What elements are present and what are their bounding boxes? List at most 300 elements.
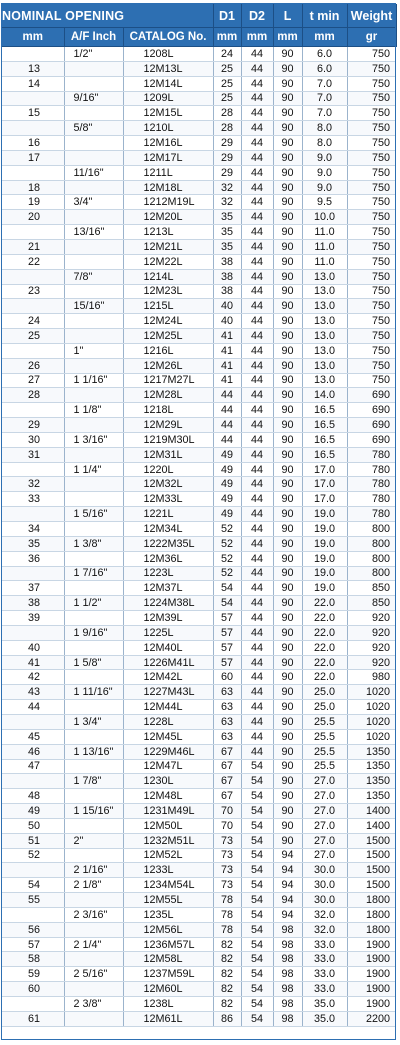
table-row: [2, 47, 396, 62]
cell-mm: 46: [2, 744, 64, 759]
cell-catalog-no: 1219M30L: [123, 432, 213, 447]
cell-mm: 37: [2, 581, 64, 596]
cell-d2: 44: [241, 581, 273, 596]
cell-l: 90: [273, 759, 302, 774]
cell-l: 90: [273, 670, 302, 685]
cell-mm: 26: [2, 358, 64, 373]
cell-tmin: 22.0: [302, 596, 347, 611]
cell-mm: 59: [2, 967, 64, 982]
table-row: [2, 403, 396, 418]
table-row: [2, 744, 396, 759]
cell-weight: 780: [347, 462, 396, 477]
cell-af-inch: [64, 136, 123, 151]
table-row: [2, 759, 396, 774]
cell-d2: 44: [241, 106, 273, 121]
cell-af-inch: [64, 76, 123, 91]
cell-d2: 44: [241, 418, 273, 433]
cell-tmin: 25.0: [302, 685, 347, 700]
cell-d2: 44: [241, 284, 273, 299]
cell-weight: 1500: [347, 848, 396, 863]
cell-tmin: 13.0: [302, 358, 347, 373]
table-row: [2, 611, 396, 626]
cell-af-inch: [64, 522, 123, 537]
cell-d2: 44: [241, 210, 273, 225]
cell-d1: 73: [213, 848, 241, 863]
cell-l: 98: [273, 922, 302, 937]
table-row: [2, 907, 396, 922]
table-row: [2, 418, 396, 433]
cell-weight: 1900: [347, 997, 396, 1012]
cell-mm: 25: [2, 329, 64, 344]
cell-tmin: 11.0: [302, 254, 347, 269]
table-row: [2, 522, 396, 537]
cell-d1: 78: [213, 907, 241, 922]
cell-d2: 44: [241, 373, 273, 388]
cell-d1: 40: [213, 314, 241, 329]
table-row: [2, 536, 396, 551]
cell-mm: [2, 47, 64, 62]
table-row: [2, 329, 396, 344]
cell-d1: 82: [213, 937, 241, 952]
cell-mm: 27: [2, 373, 64, 388]
cell-d1: 41: [213, 343, 241, 358]
cell-af-inch: [64, 180, 123, 195]
cell-weight: 1500: [347, 863, 396, 878]
cell-catalog-no: 1223L: [123, 566, 213, 581]
cell-af-inch: [64, 492, 123, 507]
cell-af-inch: [64, 106, 123, 121]
cell-d1: 73: [213, 878, 241, 893]
cell-d2: 44: [241, 700, 273, 715]
cell-d2: 54: [241, 818, 273, 833]
cell-mm: [2, 269, 64, 284]
cell-l: 90: [273, 462, 302, 477]
table-row: [2, 551, 396, 566]
cell-mm: [2, 714, 64, 729]
cell-tmin: 13.0: [302, 284, 347, 299]
cell-weight: 1900: [347, 952, 396, 967]
cell-mm: 41: [2, 655, 64, 670]
cell-tmin: 27.0: [302, 774, 347, 789]
cell-weight: 980: [347, 670, 396, 685]
cell-l: 90: [273, 314, 302, 329]
cell-weight: 1900: [347, 937, 396, 952]
cell-l: 98: [273, 937, 302, 952]
cell-l: 94: [273, 893, 302, 908]
cell-l: 94: [273, 863, 302, 878]
cell-catalog-no: 12M34L: [123, 522, 213, 537]
cell-l: 90: [273, 492, 302, 507]
cell-d2: 54: [241, 863, 273, 878]
cell-weight: 750: [347, 284, 396, 299]
cell-d2: 44: [241, 136, 273, 151]
cell-weight: 750: [347, 121, 396, 136]
cell-tmin: 33.0: [302, 967, 347, 982]
cell-l: 98: [273, 967, 302, 982]
cell-weight: 1900: [347, 967, 396, 982]
unit-weight: gr: [347, 28, 396, 47]
cell-l: 98: [273, 997, 302, 1012]
cell-weight: 750: [347, 239, 396, 254]
table-row: [2, 804, 396, 819]
cell-weight: 1500: [347, 833, 396, 848]
cell-tmin: 35.0: [302, 1011, 347, 1026]
cell-l: 90: [273, 655, 302, 670]
cell-catalog-no: 1238L: [123, 997, 213, 1012]
cell-tmin: 27.0: [302, 789, 347, 804]
cell-l: 90: [273, 744, 302, 759]
cell-d1: 82: [213, 952, 241, 967]
cell-catalog-no: 12M48L: [123, 789, 213, 804]
cell-af-inch: [64, 329, 123, 344]
cell-d1: 49: [213, 492, 241, 507]
cell-tmin: 22.0: [302, 670, 347, 685]
cell-l: 90: [273, 210, 302, 225]
cell-mm: 56: [2, 922, 64, 937]
table-header: [2, 4, 396, 47]
table-row: [2, 314, 396, 329]
cell-af-inch: 1 15/16": [64, 804, 123, 819]
cell-mm: 28: [2, 388, 64, 403]
cell-d1: 49: [213, 447, 241, 462]
table-row: [2, 150, 396, 165]
cell-catalog-no: 1236M57L: [123, 937, 213, 952]
cell-af-inch: [64, 1011, 123, 1026]
cell-d1: 52: [213, 566, 241, 581]
cell-tmin: 16.5: [302, 432, 347, 447]
cell-weight: 800: [347, 566, 396, 581]
cell-af-inch: [64, 477, 123, 492]
cell-catalog-no: 1209L: [123, 91, 213, 106]
cell-tmin: 8.0: [302, 121, 347, 136]
cell-catalog-no: 12M13L: [123, 61, 213, 76]
table-row: [2, 343, 396, 358]
cell-mm: 61: [2, 1011, 64, 1026]
table-row: [2, 878, 396, 893]
cell-af-inch: 1 5/16": [64, 507, 123, 522]
cell-mm: [2, 403, 64, 418]
cell-weight: 750: [347, 91, 396, 106]
cell-catalog-no: 12M15L: [123, 106, 213, 121]
unit-l: mm: [273, 28, 302, 47]
cell-weight: 750: [347, 373, 396, 388]
cell-d1: 40: [213, 299, 241, 314]
cell-d2: 54: [241, 967, 273, 982]
table-row: [2, 239, 396, 254]
cell-d1: 32: [213, 180, 241, 195]
cell-af-inch: [64, 700, 123, 715]
cell-catalog-no: 1232M51L: [123, 833, 213, 848]
cell-weight: 750: [347, 61, 396, 76]
cell-d2: 54: [241, 759, 273, 774]
cell-d2: 44: [241, 714, 273, 729]
table-row: [2, 893, 396, 908]
cell-af-inch: 3/4": [64, 195, 123, 210]
cell-af-inch: 1": [64, 343, 123, 358]
cell-weight: 750: [347, 106, 396, 121]
cell-l: 94: [273, 848, 302, 863]
cell-weight: 750: [347, 165, 396, 180]
cell-l: 90: [273, 625, 302, 640]
cell-af-inch: 2 1/8": [64, 878, 123, 893]
cell-d1: 28: [213, 106, 241, 121]
cell-catalog-no: 12M28L: [123, 388, 213, 403]
cell-weight: 1400: [347, 818, 396, 833]
cell-d2: 44: [241, 611, 273, 626]
cell-d2: 54: [241, 774, 273, 789]
cell-tmin: 33.0: [302, 937, 347, 952]
cell-catalog-no: 12M36L: [123, 551, 213, 566]
cell-mm: 33: [2, 492, 64, 507]
table-row: [2, 507, 396, 522]
cell-af-inch: [64, 922, 123, 937]
cell-d1: 35: [213, 210, 241, 225]
header-l: L: [273, 4, 302, 28]
cell-catalog-no: 1227M43L: [123, 685, 213, 700]
cell-mm: 36: [2, 551, 64, 566]
cell-tmin: 19.0: [302, 536, 347, 551]
cell-l: 90: [273, 106, 302, 121]
cell-d1: 67: [213, 789, 241, 804]
table-row: [2, 195, 396, 210]
cell-weight: 1350: [347, 774, 396, 789]
cell-l: 90: [273, 403, 302, 418]
cell-d2: 44: [241, 492, 273, 507]
cell-af-inch: 7/8": [64, 269, 123, 284]
cell-l: 90: [273, 284, 302, 299]
table-row: [2, 269, 396, 284]
cell-d1: 35: [213, 225, 241, 240]
table-row: [2, 254, 396, 269]
cell-l: 98: [273, 1011, 302, 1026]
cell-d2: 54: [241, 804, 273, 819]
cell-l: 90: [273, 150, 302, 165]
cell-catalog-no: 1224M38L: [123, 596, 213, 611]
cell-catalog-no: 12M31L: [123, 447, 213, 462]
cell-tmin: 30.0: [302, 878, 347, 893]
cell-tmin: 22.0: [302, 611, 347, 626]
cell-catalog-no: 1235L: [123, 907, 213, 922]
cell-catalog-no: 12M42L: [123, 670, 213, 685]
cell-d1: 49: [213, 477, 241, 492]
cell-tmin: 25.5: [302, 729, 347, 744]
cell-d1: 57: [213, 625, 241, 640]
cell-d2: 44: [241, 61, 273, 76]
cell-weight: 780: [347, 492, 396, 507]
cell-catalog-no: 12M24L: [123, 314, 213, 329]
table-row: [2, 136, 396, 151]
cell-d2: 44: [241, 388, 273, 403]
cell-catalog-no: 12M23L: [123, 284, 213, 299]
table-row: [2, 358, 396, 373]
table-row: [2, 596, 396, 611]
cell-l: 90: [273, 269, 302, 284]
cell-weight: 750: [347, 314, 396, 329]
cell-af-inch: 5/8": [64, 121, 123, 136]
cell-mm: 60: [2, 982, 64, 997]
cell-mm: 24: [2, 314, 64, 329]
cell-af-inch: 1 11/16": [64, 685, 123, 700]
cell-l: 90: [273, 388, 302, 403]
cell-d1: 67: [213, 759, 241, 774]
cell-tmin: 22.0: [302, 625, 347, 640]
cell-catalog-no: 1216L: [123, 343, 213, 358]
unit-d1: mm: [213, 28, 241, 47]
cell-tmin: 19.0: [302, 566, 347, 581]
cell-d2: 44: [241, 477, 273, 492]
cell-d1: 60: [213, 670, 241, 685]
cell-mm: 18: [2, 180, 64, 195]
cell-l: 90: [273, 418, 302, 433]
cell-d2: 44: [241, 343, 273, 358]
cell-d1: 38: [213, 269, 241, 284]
cell-l: 90: [273, 225, 302, 240]
cell-af-inch: 1 1/8": [64, 403, 123, 418]
cell-weight: 920: [347, 655, 396, 670]
cell-l: 90: [273, 596, 302, 611]
unit-d2: mm: [241, 28, 273, 47]
cell-catalog-no: 12M39L: [123, 611, 213, 626]
cell-l: 90: [273, 774, 302, 789]
cell-l: 90: [273, 76, 302, 91]
cell-d2: 44: [241, 150, 273, 165]
cell-af-inch: 2 1/4": [64, 937, 123, 952]
header-tmin: t min: [302, 4, 347, 28]
table-row: [2, 566, 396, 581]
cell-d2: 54: [241, 937, 273, 952]
cell-d2: 44: [241, 447, 273, 462]
cell-af-inch: [64, 789, 123, 804]
cell-l: 90: [273, 507, 302, 522]
cell-mm: 30: [2, 432, 64, 447]
table-row: [2, 61, 396, 76]
cell-weight: 1900: [347, 982, 396, 997]
cell-d1: 49: [213, 507, 241, 522]
cell-d2: 44: [241, 744, 273, 759]
cell-af-inch: [64, 239, 123, 254]
cell-l: 90: [273, 640, 302, 655]
cell-catalog-no: 12M25L: [123, 329, 213, 344]
specification-table: [2, 4, 397, 1027]
cell-af-inch: 1 3/16": [64, 432, 123, 447]
cell-af-inch: 1 1/2": [64, 596, 123, 611]
cell-mm: 39: [2, 611, 64, 626]
cell-d2: 54: [241, 789, 273, 804]
cell-tmin: 7.0: [302, 106, 347, 121]
cell-l: 90: [273, 447, 302, 462]
cell-af-inch: [64, 314, 123, 329]
cell-catalog-no: 1212M19L: [123, 195, 213, 210]
cell-mm: 55: [2, 893, 64, 908]
cell-d1: 73: [213, 833, 241, 848]
cell-weight: 850: [347, 596, 396, 611]
cell-weight: 750: [347, 343, 396, 358]
cell-l: 90: [273, 522, 302, 537]
cell-d2: 54: [241, 982, 273, 997]
table-row: [2, 922, 396, 937]
cell-af-inch: [64, 848, 123, 863]
cell-catalog-no: 12M58L: [123, 952, 213, 967]
table-row: [2, 863, 396, 878]
cell-tmin: 16.5: [302, 403, 347, 418]
table-row: [2, 225, 396, 240]
cell-d2: 44: [241, 566, 273, 581]
cell-l: 90: [273, 373, 302, 388]
cell-l: 90: [273, 685, 302, 700]
cell-d1: 38: [213, 284, 241, 299]
cell-mm: [2, 462, 64, 477]
table-row: [2, 655, 396, 670]
cell-tmin: 11.0: [302, 239, 347, 254]
cell-catalog-no: 12M29L: [123, 418, 213, 433]
cell-af-inch: 2 1/16": [64, 863, 123, 878]
cell-l: 90: [273, 714, 302, 729]
cell-catalog-no: 1233L: [123, 863, 213, 878]
table-row: [2, 284, 396, 299]
table-row: [2, 967, 396, 982]
cell-weight: 750: [347, 329, 396, 344]
cell-d2: 54: [241, 893, 273, 908]
cell-d2: 44: [241, 596, 273, 611]
cell-mm: [2, 299, 64, 314]
cell-catalog-no: 1231M49L: [123, 804, 213, 819]
table-row: [2, 492, 396, 507]
cell-d1: 28: [213, 121, 241, 136]
cell-d1: 52: [213, 536, 241, 551]
cell-d1: 29: [213, 150, 241, 165]
cell-mm: 40: [2, 640, 64, 655]
cell-d1: 44: [213, 418, 241, 433]
table-row: [2, 997, 396, 1012]
cell-mm: [2, 165, 64, 180]
cell-tmin: 32.0: [302, 922, 347, 937]
cell-l: 90: [273, 61, 302, 76]
cell-d2: 44: [241, 195, 273, 210]
cell-d1: 70: [213, 818, 241, 833]
cell-l: 90: [273, 195, 302, 210]
cell-catalog-no: 1222M35L: [123, 536, 213, 551]
cell-weight: 750: [347, 47, 396, 62]
cell-af-inch: [64, 447, 123, 462]
cell-mm: 52: [2, 848, 64, 863]
cell-d2: 54: [241, 907, 273, 922]
cell-d2: 44: [241, 685, 273, 700]
cell-d2: 44: [241, 76, 273, 91]
cell-weight: 1350: [347, 744, 396, 759]
cell-mm: [2, 907, 64, 922]
cell-tmin: 9.0: [302, 180, 347, 195]
cell-d2: 44: [241, 121, 273, 136]
cell-d2: 44: [241, 403, 273, 418]
cell-weight: 750: [347, 299, 396, 314]
cell-l: 90: [273, 789, 302, 804]
cell-af-inch: 1 1/4": [64, 462, 123, 477]
cell-mm: 15: [2, 106, 64, 121]
cell-l: 90: [273, 551, 302, 566]
cell-d2: 44: [241, 655, 273, 670]
cell-tmin: 17.0: [302, 492, 347, 507]
cell-d1: 25: [213, 61, 241, 76]
cell-af-inch: [64, 210, 123, 225]
cell-d2: 44: [241, 507, 273, 522]
cell-catalog-no: 1230L: [123, 774, 213, 789]
cell-d1: 63: [213, 700, 241, 715]
cell-af-inch: [64, 759, 123, 774]
cell-weight: 750: [347, 254, 396, 269]
cell-mm: [2, 997, 64, 1012]
cell-af-inch: [64, 358, 123, 373]
cell-d2: 44: [241, 269, 273, 284]
